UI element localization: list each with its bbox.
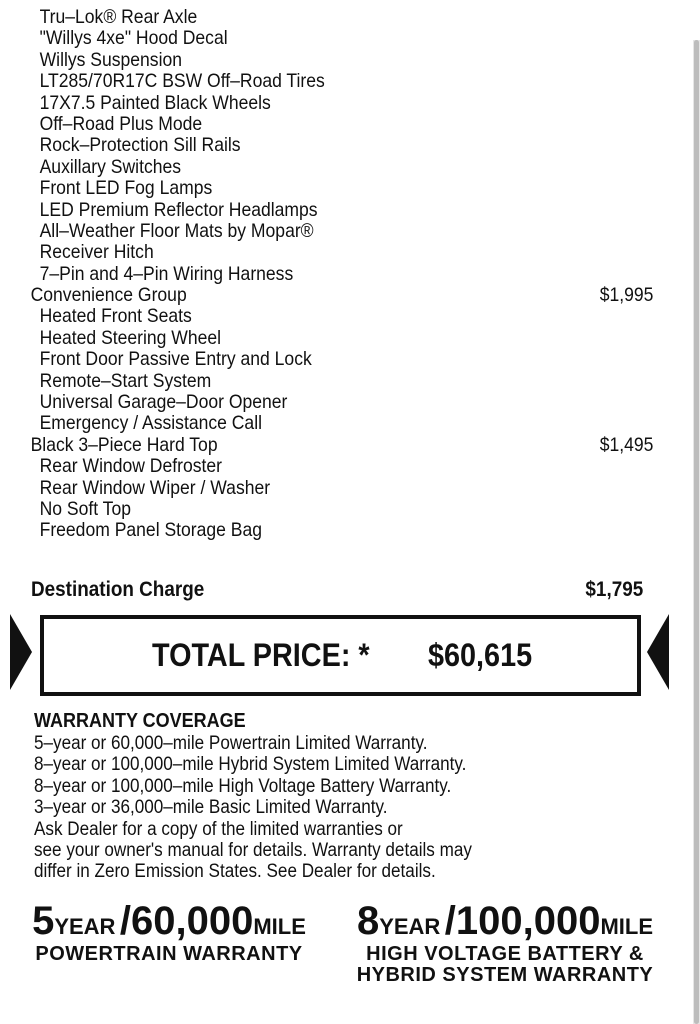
option-item: Auxillary Switches bbox=[39, 155, 182, 178]
option-item: Willys Suspension bbox=[39, 48, 183, 71]
left-arrow-icon bbox=[10, 614, 32, 690]
option-item: Remote–Start System bbox=[39, 369, 212, 392]
powertrain-badge-title: POWERTRAIN WARRANTY bbox=[35, 943, 303, 965]
scrollbar-thumb[interactable] bbox=[694, 40, 699, 1024]
warranty-line: see your owner's manual for details. Warranty details may bbox=[34, 839, 472, 861]
warranty-line: 8–year or 100,000–mile Hybrid System Limited Warranty. bbox=[34, 754, 467, 776]
warranty-line: 3–year or 36,000–mile Basic Limited Warranty. bbox=[34, 797, 388, 819]
total-price-label: TOTAL PRICE: * bbox=[152, 637, 370, 673]
warranty-coverage bbox=[34, 709, 634, 883]
option-item: All–Weather Floor Mats by Mopar® bbox=[39, 219, 314, 242]
option-group-convenience bbox=[0, 284, 654, 307]
destination-charge-row bbox=[31, 576, 643, 604]
option-group-price: $1,495 bbox=[599, 433, 654, 456]
powertrain-warranty-badge bbox=[24, 898, 314, 965]
powertrain-badge-headline: 5YEAR /60,000MILE bbox=[32, 899, 306, 943]
total-price-value: $60,615 bbox=[428, 637, 533, 673]
option-item: Rear Window Wiper / Washer bbox=[39, 476, 271, 499]
option-item: Front LED Fog Lamps bbox=[39, 177, 213, 200]
option-group-price: $1,995 bbox=[599, 284, 654, 307]
option-item: 7–Pin and 4–Pin Wiring Harness bbox=[39, 262, 294, 285]
option-group-hard-top bbox=[0, 433, 654, 456]
battery-warranty-badge bbox=[355, 898, 655, 986]
option-item: 17X7.5 Painted Black Wheels bbox=[39, 91, 271, 114]
battery-badge-headline: 8YEAR /100,000MILE bbox=[356, 899, 654, 943]
option-item: Heated Front Seats bbox=[39, 305, 192, 328]
battery-badge-title-line2: HYBRID SYSTEM WARRANTY bbox=[356, 964, 654, 986]
warranty-line: Ask Dealer for a copy of the limited warranties or bbox=[34, 818, 403, 840]
battery-badge-title-line1: HIGH VOLTAGE BATTERY & bbox=[366, 943, 644, 965]
destination-charge-label: Destination Charge bbox=[31, 578, 205, 601]
warranty-heading: WARRANTY COVERAGE bbox=[34, 710, 246, 732]
option-group-label: Convenience Group bbox=[30, 284, 187, 307]
option-item: Heated Steering Wheel bbox=[39, 326, 222, 349]
option-item: Universal Garage–Door Opener bbox=[39, 391, 288, 414]
option-item: Receiver Hitch bbox=[39, 241, 154, 264]
option-item: Tru–Lok® Rear Axle bbox=[39, 6, 198, 28]
option-item: Rear Window Defroster bbox=[39, 455, 222, 478]
warranty-line: 5–year or 60,000–mile Powertrain Limited Warranty. bbox=[34, 733, 428, 754]
option-item: Front Door Passive Entry and Lock bbox=[39, 348, 312, 371]
warranty-line: 8–year or 100,000–mile High Voltage Battery Warranty. bbox=[34, 775, 452, 797]
option-item: Emergency / Assistance Call bbox=[39, 412, 262, 435]
option-item: Freedom Panel Storage Bag bbox=[39, 519, 263, 542]
warranty-line: differ in Zero Emission States. See Dealer for details. bbox=[34, 861, 436, 883]
option-item: "Willys 4xe" Hood Decal bbox=[39, 27, 228, 50]
destination-charge-value: $1,795 bbox=[585, 578, 643, 601]
option-item: LED Premium Reflector Headlamps bbox=[39, 198, 318, 221]
option-item: No Soft Top bbox=[39, 497, 131, 520]
options-list bbox=[0, 7, 660, 542]
option-item: LT285/70R17C BSW Off–Road Tires bbox=[39, 70, 325, 93]
option-item: Rock–Protection Sill Rails bbox=[39, 134, 241, 157]
total-price-box bbox=[40, 615, 641, 696]
option-item: Off–Road Plus Mode bbox=[39, 112, 203, 135]
option-group-label: Black 3–Piece Hard Top bbox=[30, 433, 218, 456]
right-arrow-icon bbox=[647, 614, 669, 690]
